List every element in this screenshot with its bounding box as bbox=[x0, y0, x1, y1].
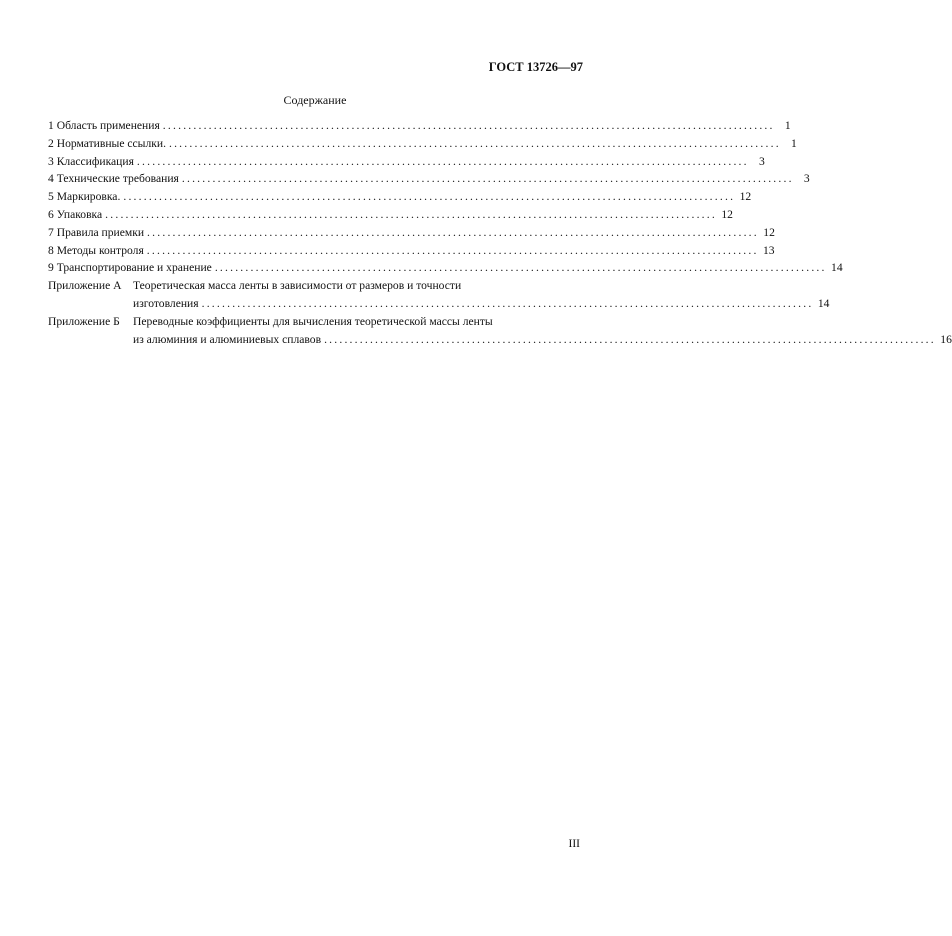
toc-leader-dots: ........................................................................................................................ bbox=[147, 225, 759, 239]
toc-entry-page: 3 bbox=[758, 154, 765, 168]
toc-leader-dots: ........................................................................................................................ bbox=[214, 261, 827, 275]
toc-leader-dots: ........................................................................................................................ bbox=[181, 172, 794, 186]
toc-entry-page: 14 bbox=[831, 261, 843, 275]
toc-entry-label: 1 Область применения bbox=[48, 119, 160, 132]
toc-leader-dots: ........................................................................................................................ bbox=[201, 296, 814, 310]
toc-entry-2[interactable] bbox=[48, 135, 797, 153]
toc-leader-dots: ........................................................................................................................ bbox=[136, 154, 749, 168]
toc-leader-dots: ........................................................................................................................ bbox=[105, 207, 717, 221]
appendix-title-line2: изготовления bbox=[133, 296, 199, 310]
toc-entry-page: 12 bbox=[763, 225, 775, 239]
toc-appendix-b[interactable] bbox=[48, 313, 952, 349]
toc-leader-dots: ........................................................................................................................ bbox=[162, 119, 775, 132]
toc-entry-label: 9 Транспортирование и хранение bbox=[48, 261, 212, 275]
appendix-title-line1: Теоретическая масса ленты в зависимости от размеров и точности bbox=[133, 279, 462, 293]
toc-entry-label: 3 Классификация bbox=[48, 154, 134, 168]
toc-leader-dots: ........................................................................................................................ bbox=[123, 190, 736, 204]
appendix-label: Приложение Б bbox=[48, 314, 120, 328]
table-of-contents bbox=[48, 117, 952, 348]
toc-entry-page: 12 bbox=[739, 190, 752, 204]
toc-entry-page: 16 bbox=[940, 332, 952, 346]
toc-entry-page: 13 bbox=[763, 243, 775, 257]
toc-entry-page: 3 bbox=[803, 172, 810, 186]
toc-entry-1[interactable] bbox=[48, 117, 791, 135]
toc-entry-6[interactable] bbox=[48, 206, 733, 224]
toc-entry-7[interactable] bbox=[48, 224, 775, 242]
document-code: ГОСТ 13726—97 bbox=[488, 60, 583, 74]
toc-leader-dots: ........................................................................................................................ bbox=[146, 243, 759, 257]
appendix-title-line2: из алюминия и алюминиевых сплавов bbox=[133, 332, 322, 346]
appendix-title-line1: Переводные коэффициенты для вычисления теоретической массы ленты bbox=[133, 314, 493, 328]
appendix-label: Приложение А bbox=[48, 279, 122, 293]
toc-leader-dots: ........................................................................................................................ bbox=[168, 136, 781, 150]
toc-entry-label: 6 Упаковка bbox=[48, 207, 103, 221]
toc-entry-label: 5 Маркировка. bbox=[48, 190, 121, 204]
toc-entry-label: 8 Методы контроля bbox=[48, 243, 144, 257]
toc-entry-5[interactable] bbox=[48, 188, 752, 206]
page-number: III bbox=[568, 838, 580, 850]
toc-entry-9[interactable] bbox=[48, 259, 843, 277]
toc-entry-page: 1 bbox=[784, 119, 791, 132]
toc-entry-8[interactable] bbox=[48, 242, 775, 260]
toc-entry-label: 4 Технические требования bbox=[48, 172, 179, 186]
toc-title: Содержание bbox=[283, 93, 347, 107]
toc-appendix-a[interactable] bbox=[48, 277, 830, 313]
toc-entry-page: 12 bbox=[721, 207, 733, 221]
toc-leader-dots: ........................................................................................................................ bbox=[324, 332, 936, 346]
toc-entry-page: 1 bbox=[791, 136, 797, 150]
toc-entry-3[interactable] bbox=[48, 153, 765, 171]
toc-entry-page: 14 bbox=[817, 296, 830, 310]
toc-entry-label: 2 Нормативные ссылки. bbox=[48, 136, 166, 150]
toc-entry-label: 7 Правила приемки bbox=[48, 225, 145, 239]
toc-entry-4[interactable] bbox=[48, 170, 810, 188]
